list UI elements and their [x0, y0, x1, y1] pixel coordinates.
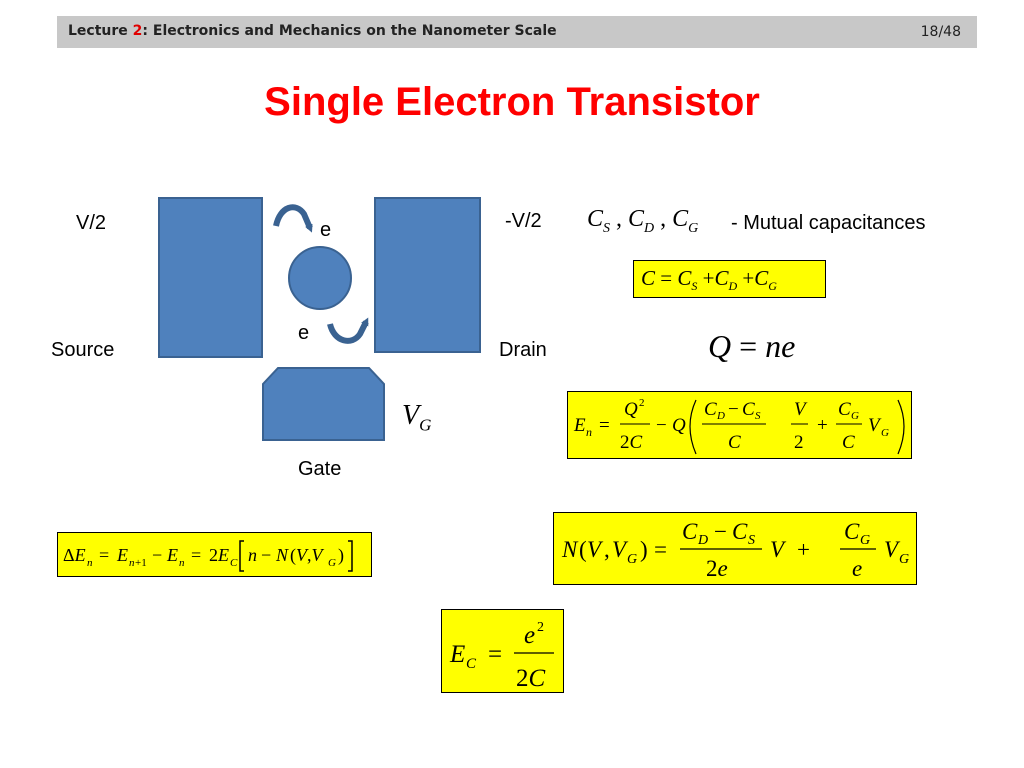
svg-text:D: D [698, 533, 709, 548]
svg-text:V: V [612, 537, 627, 562]
svg-text:C: C [742, 399, 755, 420]
svg-text:N: N [562, 537, 578, 562]
svg-text:=: = [599, 415, 610, 436]
svg-text:n: n [248, 545, 257, 565]
svg-text:Q: Q [672, 415, 686, 436]
svg-text:n: n [87, 557, 93, 569]
quantum-dot [289, 247, 351, 309]
svg-text:−: − [728, 399, 739, 420]
energy-difference-equation [57, 532, 372, 577]
svg-text:V: V [884, 537, 899, 562]
svg-text:G: G [851, 410, 859, 422]
svg-text:N: N [276, 545, 289, 565]
source-label: Source [51, 339, 115, 361]
electron-number-equation [553, 512, 917, 585]
svg-text:E: E [117, 545, 128, 565]
svg-text:S: S [748, 533, 755, 548]
svg-text:2: 2 [639, 397, 645, 409]
svg-text:2e: 2e [706, 556, 728, 581]
svg-text:C: C [230, 557, 238, 569]
gate-label: Gate [298, 458, 342, 480]
svg-text:E: E [167, 545, 178, 565]
svg-text:−: − [656, 415, 667, 436]
svg-text:C: C [732, 519, 748, 544]
svg-text:−: − [152, 545, 163, 565]
svg-text:D: D [717, 410, 725, 422]
svg-text:n: n [179, 557, 185, 569]
svg-text:=: = [654, 537, 667, 562]
slide-title: Single Electron Transistor [264, 80, 760, 124]
lecture-title: Lecture 2: Electronics and Mechanics on the Nanometer Scale [68, 23, 557, 39]
svg-text:=: = [191, 545, 202, 565]
svg-text:ΔE: ΔE [63, 545, 86, 565]
svg-text:): ) [338, 545, 344, 565]
capacitance-description: - Mutual capacitances [731, 212, 926, 234]
svg-text:(: ( [579, 537, 587, 562]
svg-text:=: = [488, 641, 503, 668]
svg-text:V: V [868, 415, 880, 436]
drain-label: Drain [499, 339, 547, 361]
capacitance-symbols: $C_S$ , $C_D$ , $C_G$ [587, 206, 699, 236]
source-voltage-label: V/2 [76, 212, 107, 234]
gate-electrode [263, 368, 384, 440]
svg-text:V: V [587, 537, 602, 562]
svg-text:E: E [450, 641, 466, 668]
svg-text:−: − [261, 545, 272, 565]
charge-equation: Q = ne [708, 328, 796, 364]
svg-text:e: e [524, 622, 536, 649]
electron-label-bottom: e [298, 322, 310, 344]
tunnel-arrow-in-icon [276, 207, 310, 228]
svg-text:Q: Q [624, 399, 638, 420]
svg-text:+: + [797, 537, 810, 562]
svg-text:): ) [640, 537, 648, 562]
svg-text:,: , [604, 537, 610, 562]
drain-electrode [375, 198, 480, 352]
svg-text:2C: 2C [516, 665, 546, 692]
svg-text:C: C [728, 432, 741, 453]
gate-voltage-symbol: $V_G$ [402, 400, 432, 435]
svg-text:C: C [466, 656, 477, 672]
svg-text:C: C [844, 519, 860, 544]
svg-text:+: + [817, 415, 828, 436]
svg-text:n: n [129, 557, 135, 569]
svg-text:V: V [770, 537, 785, 562]
svg-text:n: n [586, 425, 592, 439]
svg-text:V: V [794, 399, 806, 420]
svg-text:−: − [714, 519, 727, 544]
svg-text:S: S [755, 410, 761, 422]
svg-text:C: C [704, 399, 717, 420]
svg-text:G: G [328, 557, 336, 569]
charging-energy-equation [441, 609, 564, 693]
svg-text:e: e [852, 556, 863, 581]
electron-label-top: e [320, 219, 332, 241]
total-capacitance-equation: $C = C_S +C_D +C_G$ [633, 260, 826, 298]
svg-text:C: C [682, 519, 698, 544]
svg-text:2E: 2E [209, 545, 229, 565]
tunnel-arrow-out-icon [330, 322, 366, 341]
svg-text:=: = [99, 545, 110, 565]
energy-level-equation [567, 391, 912, 459]
drain-voltage-label: -V/2 [505, 210, 542, 232]
page-number: 18/48 [920, 24, 961, 40]
svg-text:+1: +1 [135, 557, 147, 569]
svg-text:C: C [842, 432, 855, 453]
svg-text:2: 2 [537, 620, 544, 635]
svg-text:E: E [574, 415, 586, 436]
svg-text:G: G [860, 533, 871, 548]
source-electrode [159, 198, 262, 357]
svg-text:G: G [899, 552, 910, 567]
svg-text:G: G [881, 427, 889, 439]
svg-text:G: G [627, 552, 638, 567]
svg-text:2: 2 [794, 432, 804, 453]
svg-text:2C: 2C [620, 432, 643, 453]
svg-text:(V,V: (V,V [290, 545, 323, 565]
svg-text:C: C [838, 399, 851, 420]
